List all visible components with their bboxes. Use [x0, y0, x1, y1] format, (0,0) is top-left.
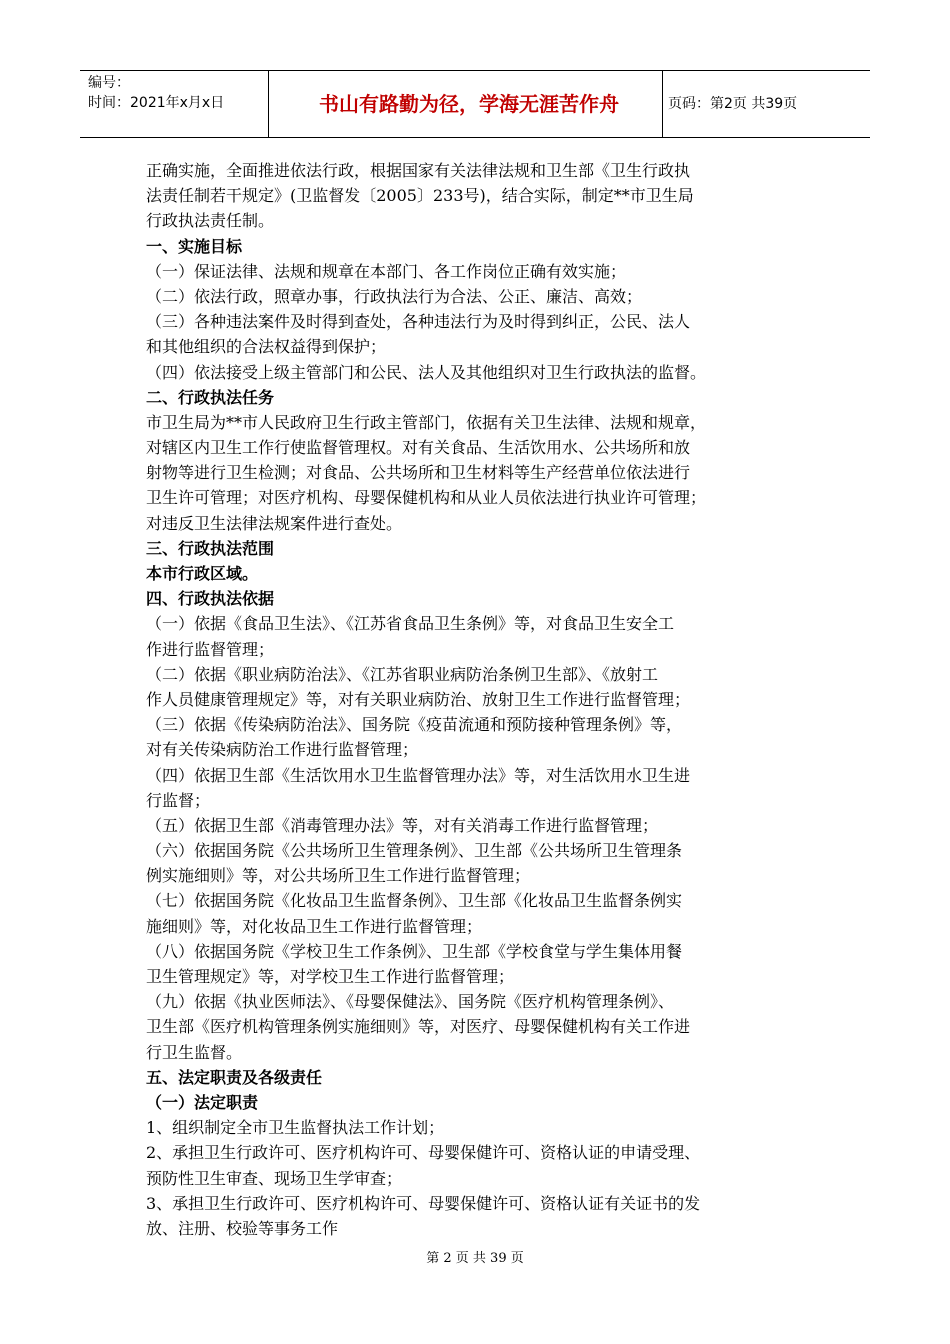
text-line: 2、承担卫生行政许可、医疗机构许可、母婴保健许可、资格认证的申请受理、: [146, 1143, 701, 1163]
section-heading: 一、实施目标: [146, 236, 243, 256]
text-line: （二）依据《职业病防治法》、《江苏省职业病防治条例卫生部》、《放射工: [146, 664, 659, 684]
text-line: （四）依法接受上级主管部门和公民、法人及其他组织对卫生行政执法的监督。: [146, 362, 707, 382]
text-line: （五）依据卫生部《消毒管理办法》等，对有关消毒工作进行监督管理；: [146, 815, 659, 835]
text-line: 行卫生监督。: [146, 1042, 243, 1062]
text-line: 卫生许可管理；对医疗机构、母婴保健机构和从业人员依法进行执业许可管理；: [146, 488, 707, 508]
text-line: 卫生部《医疗机构管理条例实施细则》等，对医疗、母婴保健机构有关工作进: [146, 1017, 691, 1037]
section-heading: 三、行政执法范围: [146, 538, 275, 558]
text-line: （三）依据《传染病防治法》、国务院《疫苗流通和预防接种管理条例》等，: [146, 715, 683, 735]
text-line: （六）依据国务院《公共场所卫生管理条例》、卫生部《公共场所卫生管理条: [146, 841, 683, 861]
text-line: （二）依法行政，照章办事，行政执法行为合法、公正、廉洁、高效；: [146, 286, 643, 306]
section-heading: （一）法定职责: [146, 1092, 259, 1112]
section-heading: 四、行政执法依据: [146, 589, 275, 609]
text-line: （四）依据卫生部《生活饮用水卫生监督管理办法》等，对生活饮用水卫生进: [146, 765, 691, 785]
text-line: 对有关传染病防治工作进行监督管理；: [146, 740, 419, 760]
text-line: 预防性卫生审查、现场卫生学审查；: [146, 1168, 403, 1188]
text-line: （九）依据《执业医师法》、《母婴保健法》、国务院《医疗机构管理条例》、: [146, 992, 675, 1012]
document-date: 时间：2021年x月x日: [88, 95, 225, 111]
text-line: 正确实施，全面推进依法行政，根据国家有关法律法规和卫生部《卫生行政执: [146, 161, 691, 180]
document-number: 编号：: [88, 75, 130, 91]
text-line: （一）依据《食品卫生法》、《江苏省食品卫生条例》等，对食品卫生安全工: [146, 614, 675, 634]
text-line: （八）依据国务院《学校卫生工作条例》、卫生部《学校食堂与学生集体用餐: [146, 941, 683, 961]
text-line: 作进行监督管理；: [146, 639, 275, 659]
section-heading: 本市行政区域。: [146, 564, 259, 583]
text-line: （一）保证法律、法规和规章在本部门、各工作岗位正确有效实施；: [146, 261, 627, 281]
text-line: 施细则》等，对化妆品卫生工作进行监督管理；: [146, 916, 483, 936]
text-line: （七）依据国务院《化妆品卫生监督条例》、卫生部《化妆品卫生监督条例实: [146, 891, 683, 911]
page-footer: 第 2 页 共 39 页: [426, 1251, 524, 1266]
header-meta: [88, 73, 268, 113]
text-line: 市卫生局为**市人民政府卫生行政主管部门，依据有关卫生法律、法规和规章，: [146, 412, 707, 432]
text-line: 行监督；: [146, 790, 211, 810]
text-line: 对辖区内卫生工作行使监督管理权。对有关食品、生活饮用水、公共场所和放: [146, 438, 691, 458]
text-line: 和其他组织的合法权益得到保护；: [146, 337, 387, 357]
header-divider: [268, 71, 269, 137]
text-line: 例实施细则》等，对公共场所卫生工作进行监督管理；: [146, 866, 531, 886]
text-line: 放、注册、校验等事务工作: [146, 1218, 339, 1238]
text-line: 3、承担卫生行政许可、医疗机构许可、母婴保健许可、资格认证有关证书的发: [146, 1193, 701, 1213]
text-line: 法责任制若干规定》(卫监督发〔2005〕233号)，结合实际，制定**市卫生局: [146, 186, 694, 206]
text-line: 1、组织制定全市卫生监督执法工作计划；: [146, 1118, 445, 1138]
header-page-info: 页码：第2页 共39页: [668, 96, 798, 112]
header-motto: 书山有路勤为径，学海无涯苦作舟: [319, 92, 619, 116]
text-line: 作人员健康管理规定》等，对有关职业病防治、放射卫生工作进行监督管理；: [146, 689, 691, 709]
text-line: 行政执法责任制。: [146, 211, 275, 231]
header-divider: [662, 71, 663, 137]
page-header: [80, 70, 870, 138]
text-line: 卫生管理规定》等，对学校卫生工作进行监督管理；: [146, 967, 515, 986]
section-heading: 五、法定职责及各级责任: [146, 1067, 323, 1087]
section-heading: 二、行政执法任务: [146, 387, 275, 407]
text-line: （三）各种违法案件及时得到查处，各种违法行为及时得到纠正，公民、法人: [146, 312, 691, 332]
text-line: 对违反卫生法律法规案件进行查处。: [146, 513, 403, 533]
document-body: [146, 158, 811, 1241]
text-line: 射物等进行卫生检测；对食品、公共场所和卫生材料等生产经营单位依法进行: [146, 463, 691, 483]
